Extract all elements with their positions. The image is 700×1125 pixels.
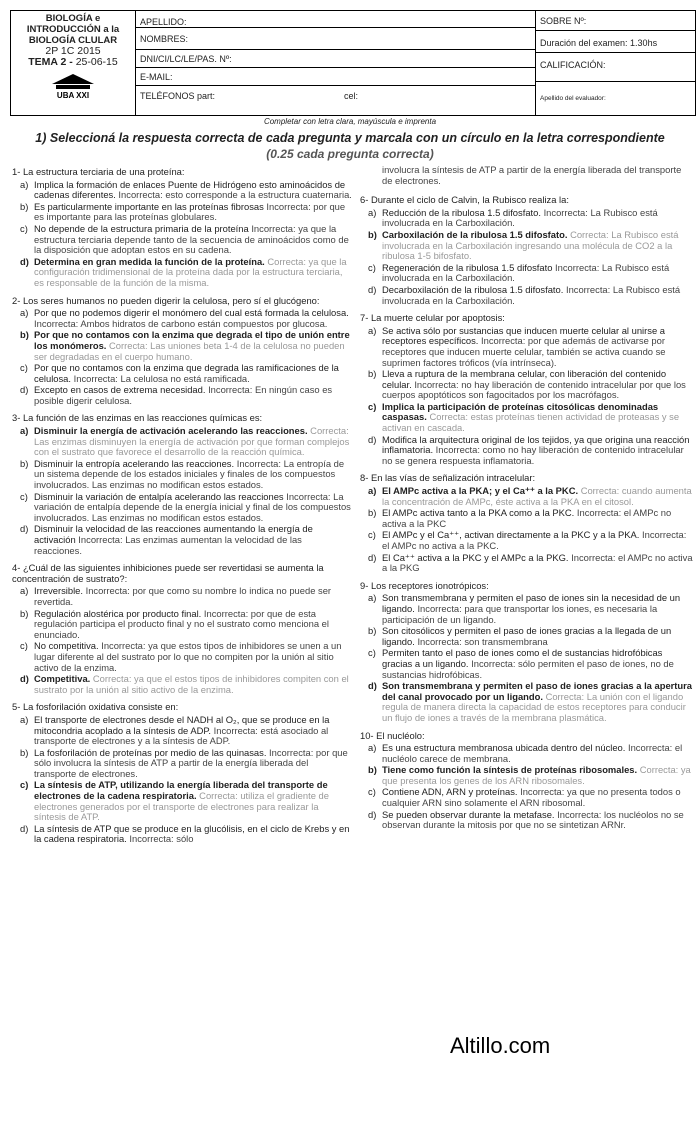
option-explanation: Incorrecta: La entropía de un sistema depende de los estados iniciales y finales de los compuestos involucrados. Las enzimas no modifican estos estados. bbox=[34, 457, 345, 491]
question-text: 10- El nucléolo: bbox=[360, 729, 425, 741]
question-text: 3- La función de las enzimas en las reacciones químicas es: bbox=[12, 412, 263, 424]
question bbox=[360, 731, 694, 831]
answer-option[interactable] bbox=[12, 330, 352, 362]
option-text: Implica la formación de enlaces Puente de Hidrógeno esto aminoácidos de cadenas diferentes. bbox=[34, 178, 346, 201]
option-text: Disminuir la energía de activación acelerando las reacciones. bbox=[34, 425, 308, 437]
option-text: Determina en gran medida la función de la proteína. bbox=[34, 255, 265, 267]
nombres-field[interactable]: NOMBRES: bbox=[136, 28, 535, 50]
option-letter[interactable]: b) bbox=[20, 329, 29, 341]
answer-option[interactable] bbox=[12, 202, 352, 223]
option-text: Disminuir la variación de entalpía acelerando las reacciones bbox=[34, 490, 284, 502]
option-letter[interactable]: a) bbox=[20, 307, 29, 319]
question-text: 1- La estructura terciaria de una proteína: bbox=[12, 166, 185, 177]
question bbox=[360, 313, 694, 466]
option-text: No depende de la estructura primaria de la proteína bbox=[34, 222, 249, 234]
exam-code: 2P 1C 2015 bbox=[45, 45, 101, 57]
option-text: Tiene como función la síntesis de proteínas ribosomales. bbox=[382, 764, 638, 776]
option-explanation: Incorrecta: el nucléolo carece de membrana. bbox=[382, 742, 683, 764]
option-explanation: Correcta: estas proteínas tienen actividad de proteasas y se activan en cascada. bbox=[382, 411, 680, 434]
question bbox=[12, 296, 352, 407]
answer-option[interactable] bbox=[360, 743, 694, 764]
section-title: 1) Seleccioná la respuesta correcta de cada pregunta y marcala con un círculo en la letra correspondiente bbox=[35, 131, 665, 145]
option-explanation: Correcta: cuando aumenta la concentración de AMPc, éste activa a la PKA en el citosol. bbox=[382, 485, 692, 507]
option-letter[interactable]: b) bbox=[368, 764, 377, 776]
course-line2: INTRODUCCIÓN a la bbox=[26, 24, 120, 35]
answer-option[interactable] bbox=[360, 626, 694, 647]
option-text: La síntesis de ATP, utilizando la energía liberada del transporte de electrones de la cadena respiratoria. bbox=[34, 779, 328, 802]
question-text: 5- La fosforilación oxidativa consiste en: bbox=[12, 701, 179, 713]
option-text: Por que no contamos con la enzima que degrada el tipo de unión entre los monómeros. bbox=[34, 329, 350, 351]
option-explanation: Incorrecta: para que transportar los iones, es necesaria la participación de un ligando. bbox=[382, 602, 658, 625]
option-letter[interactable]: d) bbox=[368, 283, 377, 295]
option-explanation: Correcta: Las uniones beta 1-4 de la celulosa no pueden ser degradadas en el cuerpo humano. bbox=[34, 339, 345, 362]
option-explanation: Incorrecta: el AMPc no activa a la PKG bbox=[382, 551, 693, 574]
option-explanation: Incorrecta: son transmembrana bbox=[414, 635, 548, 647]
tema-date: 25-06-15 bbox=[75, 56, 118, 68]
option-explanation: Incorrecta: por que es importante para las proteínas globulares. bbox=[34, 200, 346, 223]
answer-option[interactable] bbox=[12, 180, 352, 201]
option-text: No competitiva. bbox=[34, 640, 99, 652]
option-explanation: Incorrecta: el AMPc no activa a la PKC bbox=[382, 507, 672, 529]
option-letter[interactable]: c) bbox=[20, 640, 28, 652]
answer-option[interactable] bbox=[360, 326, 694, 368]
option-text: El AMPc activa a la PKA; y el Ca⁺⁺ a la PKC. bbox=[382, 485, 579, 497]
right-questions bbox=[360, 195, 694, 831]
email-field[interactable]: E-MAIL: bbox=[136, 68, 535, 86]
instructions-note: Completar con letra clara, mayúscula e imprenta bbox=[263, 117, 437, 126]
sobre-field: SOBRE Nº: bbox=[536, 11, 695, 31]
answer-option[interactable] bbox=[12, 257, 352, 289]
option-text: Excepto en casos de extrema necesidad. bbox=[34, 384, 206, 396]
option-letter[interactable]: b) bbox=[20, 200, 29, 212]
option-letter[interactable]: d) bbox=[20, 384, 29, 396]
option-letter[interactable]: d) bbox=[368, 433, 377, 445]
option-letter[interactable]: a) bbox=[368, 592, 377, 604]
option-letter[interactable]: c) bbox=[368, 786, 376, 798]
answer-option[interactable] bbox=[12, 426, 352, 458]
calificacion-field: CALIFICACIÓN: bbox=[536, 53, 695, 82]
answer-option[interactable] bbox=[12, 224, 352, 256]
uba-logo-text: UBA XXI bbox=[56, 91, 90, 100]
option-letter[interactable]: a) bbox=[368, 324, 377, 336]
question bbox=[12, 413, 352, 556]
option-text: Reducción de la ribulosa 1.5 difosfato. bbox=[382, 206, 541, 218]
answer-option[interactable] bbox=[360, 402, 694, 434]
option-explanation: Incorrecta: La variación de entalpía depende de la energía inicial y final de los compuestos involucrados. Las enzimas no modifican estos estados. bbox=[34, 490, 351, 523]
question-text: 9- Los receptores ionotrópicos: bbox=[360, 579, 489, 591]
option-text: Decarboxilación de la ribulosa 1.5 difosfato. bbox=[382, 283, 564, 295]
question bbox=[360, 195, 694, 306]
answer-option[interactable] bbox=[360, 648, 694, 680]
option-explanation: Correcta: Las enzimas disminuyen la energía de activación por que forman complejos con el sustrato que favorece el desarrollo de la reacción química. bbox=[34, 425, 350, 458]
course-box bbox=[11, 11, 136, 115]
option-text: Regulación alostérica por producto final. bbox=[34, 607, 202, 619]
option-explanation: Correcta: ya que presenta los genes de los ARN ribosomales. bbox=[382, 764, 691, 786]
altillo-watermark: Altillo.com bbox=[450, 1033, 551, 1058]
question bbox=[12, 563, 352, 695]
option-letter[interactable]: c) bbox=[368, 647, 376, 659]
option-text: Se pueden observar durante la metafase. bbox=[382, 808, 555, 820]
question-text: 8- En las vías de señalización intracelular: bbox=[360, 472, 536, 484]
option-text: Competitiva. bbox=[34, 673, 91, 685]
option-letter[interactable]: b) bbox=[368, 368, 377, 380]
option-explanation: Incorrecta: por que como su nombre lo indica no puede ser revertida. bbox=[34, 585, 332, 607]
option-letter[interactable]: a) bbox=[20, 585, 29, 597]
option-text: El transporte de electrones desde el NADH al O₂, que se produce en la mitocondria acoplado a la síntesis de ADP. bbox=[34, 713, 330, 736]
option-explanation: Incorrecta: no hay liberación de contenido intracelular por que los cuerpos apoptóticos son fagocitados por los macrófagos. bbox=[382, 378, 686, 401]
answer-option[interactable] bbox=[360, 810, 694, 831]
continuation-text: involucra la síntesis de ATP a partir de la energía liberada del transporte de electrones. bbox=[382, 164, 682, 186]
question bbox=[360, 473, 694, 573]
question bbox=[360, 581, 694, 724]
option-letter[interactable]: d) bbox=[20, 523, 29, 535]
option-letter[interactable]: a) bbox=[368, 206, 377, 218]
option-explanation: Incorrecta: En ningún caso es posible digerir celulosa. bbox=[34, 384, 333, 406]
option-explanation: Incorrecta: sólo bbox=[126, 833, 194, 845]
answer-option[interactable] bbox=[12, 363, 352, 384]
option-explanation: Correcta: ya que el estos tipos de inhibidores compiten con el sustrato por la unión al sitio activo de la enzima. bbox=[34, 673, 349, 695]
option-explanation: Correcta: La unión con el ligando regula de manera directa la capacidad de estos receptores para conducir un flujo de iones a través de la membrana plasmática. bbox=[382, 690, 686, 723]
option-letter[interactable]: c) bbox=[20, 490, 28, 502]
uba-logo bbox=[48, 72, 98, 100]
option-letter[interactable]: a) bbox=[368, 485, 377, 497]
option-text: Disminuir la entropía acelerando las reacciones. bbox=[34, 457, 235, 469]
option-text: Por que no contamos con la enzima que degrada las ramificaciones de la celulosa. bbox=[34, 362, 339, 384]
option-explanation: Incorrecta: está asociado al transporte de electrones y a la síntesis de ADP. bbox=[34, 724, 329, 747]
option-text: Se activa sólo por sustancias que inducen muerte celular al unirse a receptores específicos. bbox=[382, 324, 665, 347]
answer-option[interactable] bbox=[360, 593, 694, 625]
option-explanation: Incorrecta: La Rubisco está involucrada en la Carboxilación. bbox=[382, 283, 681, 306]
exam-info bbox=[536, 11, 695, 115]
option-text: Carboxilación de la ribulosa 1.5 difosfato. bbox=[382, 228, 568, 240]
option-explanation: Incorrecta: ya que estos tipos de inhibidores se unen a un lugar diferente al del sustrato por lo que no compiten por la unión al sitio activo de la enzima. bbox=[34, 640, 342, 673]
option-explanation: Incorrecta: sólo permiten el paso de iones, no de sustancias hidrofóbicas. bbox=[382, 657, 674, 680]
answer-option[interactable] bbox=[360, 787, 694, 808]
answer-option[interactable] bbox=[12, 824, 352, 845]
option-text: Implica la participación de proteínas citosólicas denominadas caspasas. bbox=[382, 400, 659, 423]
option-text: Irreversible. bbox=[34, 585, 83, 597]
answer-option[interactable] bbox=[360, 369, 694, 401]
answer-option[interactable] bbox=[360, 553, 694, 574]
option-text: El AMPc activa tanto a la PKA como a la PKC. bbox=[382, 507, 575, 519]
option-letter[interactable]: b) bbox=[368, 625, 377, 637]
answer-option[interactable] bbox=[360, 765, 694, 786]
answer-option[interactable] bbox=[360, 263, 694, 284]
option-text: Es una estructura membranosa ubicada dentro del núcleo. bbox=[382, 742, 626, 754]
answer-option[interactable] bbox=[12, 385, 352, 406]
option-text: Es particularmente importante en las proteínas fibrosas bbox=[34, 200, 264, 212]
answer-option[interactable] bbox=[360, 530, 694, 551]
left-column bbox=[12, 167, 352, 852]
option-letter[interactable]: d) bbox=[20, 822, 29, 834]
option-text: El AMPc y el Ca⁺⁺, activan directamente a la PKC y a la PKA. bbox=[382, 529, 640, 541]
option-letter[interactable]: b) bbox=[368, 507, 377, 519]
telefonos-label: TELÉFONOS part: bbox=[140, 91, 216, 101]
option-text: Son transmembrana y permiten el paso de iones sin la necesidad de un ligando. bbox=[382, 592, 681, 614]
option-text: La fosforilación de proteínas por medio de las quinasas. bbox=[34, 746, 267, 758]
question-text: 4- ¿Cuál de las siguientes inhibiciones puede ser revertidasi se aumenta la concentración de sustrato?: bbox=[12, 562, 324, 584]
evaluador-field: Apellido del evaluador: bbox=[540, 95, 606, 102]
student-fields bbox=[136, 11, 536, 115]
option-letter[interactable]: d) bbox=[368, 808, 377, 820]
option-explanation: Correcta: utiliza el gradiente de electrones generados por el transporte de electrones para realizar la síntesis de ATP. bbox=[34, 790, 329, 823]
option-letter[interactable]: c) bbox=[20, 222, 28, 234]
option-explanation: Incorrecta: ya que no presenta todos o cualquier ARN sino solamente el ARN ribosomal. bbox=[382, 786, 681, 809]
exam-header bbox=[10, 10, 696, 116]
option-explanation: Incorrecta: ya que la estructura terciaria depende tanto de la secuencia de aminoácidos como de la disposición que adoptan estos en su cadena. bbox=[34, 222, 349, 256]
answer-option[interactable] bbox=[360, 508, 694, 529]
answer-option[interactable] bbox=[12, 780, 352, 822]
option-explanation: Incorrecta: por que de esta regulación participa el producto final y no el sustrato como menciona el enunciado. bbox=[34, 607, 329, 640]
right-column bbox=[360, 165, 694, 838]
course-line1: BIOLOGÍA e bbox=[45, 13, 101, 24]
option-letter[interactable]: c) bbox=[368, 529, 376, 541]
section-subtitle: (0.25 cada pregunta correcta) bbox=[266, 147, 434, 161]
option-letter[interactable]: d) bbox=[20, 673, 29, 685]
answer-option[interactable] bbox=[12, 492, 352, 524]
option-explanation: Incorrecta: La celulosa no está ramificada. bbox=[71, 372, 250, 384]
question bbox=[12, 167, 352, 289]
answer-option[interactable] bbox=[12, 308, 352, 329]
cel-label: cel: bbox=[344, 91, 359, 101]
option-letter[interactable]: c) bbox=[20, 779, 29, 791]
option-letter[interactable]: c) bbox=[20, 362, 28, 374]
option-letter[interactable]: b) bbox=[20, 607, 29, 619]
question-text: 2- Los seres humanos no pueden digerir la celulosa, pero sí el glucógeno: bbox=[12, 294, 320, 306]
option-text: Por que no podemos digerir el monómero del cual está formada la celulosa. bbox=[34, 307, 349, 319]
option-explanation: Incorrecta: esto corresponde a la estructura cuaternaria. bbox=[115, 189, 352, 201]
option-explanation: Incorrecta: el AMPc no activa a la PKC. bbox=[382, 529, 687, 551]
answer-option[interactable] bbox=[360, 681, 694, 723]
apellido-field[interactable]: APELLIDO: bbox=[136, 11, 535, 28]
option-letter[interactable]: a) bbox=[20, 178, 29, 190]
option-explanation: Incorrecta: por que sólo involucra la síntesis de ATP a partir de la energía liberada del transporte de electrones. bbox=[34, 746, 348, 779]
question bbox=[12, 702, 352, 845]
dni-field[interactable]: DNI/CI/LC/LE/PAS. Nº: bbox=[136, 50, 535, 68]
telefonos-field[interactable] bbox=[136, 86, 535, 107]
duracion-label: Duración del examen: 1.30hs bbox=[536, 31, 695, 53]
answer-option[interactable] bbox=[360, 486, 694, 507]
option-letter[interactable]: c) bbox=[368, 261, 376, 273]
answer-option[interactable] bbox=[12, 586, 352, 607]
tema-label: TEMA 2 - bbox=[28, 56, 73, 68]
option-letter[interactable]: a) bbox=[20, 425, 29, 437]
answer-option[interactable] bbox=[12, 748, 352, 780]
option-text: Son transmembrana y permiten el paso de iones gracias a la apertura del canal provocado por un ligando. bbox=[382, 680, 693, 702]
option-letter[interactable]: c) bbox=[368, 400, 377, 412]
option-text: Regeneración de la ribulosa 1.5 difosfato bbox=[382, 261, 553, 273]
option-text: Disminuir la velocidad de las reacciones aumentando la energía de activación bbox=[34, 523, 313, 545]
option-text: Permiten tanto el paso de iones como el de sustancias hidrofóbicas gracias a un ligando. bbox=[382, 647, 663, 669]
option-explanation: Incorrecta: Ambos hidratos de carbono están compuestos por glucosa. bbox=[34, 317, 328, 329]
option-explanation: Incorrecta: como no hay liberación de contenido intracelular no se genera respuesta inflamatoria. bbox=[382, 444, 684, 466]
option-explanation: Correcta: ya que la configuración tridimensional de la proteína dada por la estructura terciaria, es responsable de la función de la misma. bbox=[34, 255, 347, 288]
option-letter[interactable]: d) bbox=[20, 255, 29, 267]
option-explanation: Incorrecta: por que además de activarse por receptores que inducen muerte celular, también se activa cuando se suprimen factores tróficos (vía intrínseca). bbox=[382, 335, 666, 368]
option-text: Contiene ADN, ARN y proteínas. bbox=[382, 786, 518, 798]
option-letter[interactable]: a) bbox=[368, 742, 377, 754]
answer-option[interactable] bbox=[360, 285, 694, 306]
answer-option[interactable] bbox=[12, 715, 352, 747]
course-line3: BIOLOGÍA CLULAR bbox=[28, 35, 118, 46]
answer-option[interactable] bbox=[12, 674, 352, 695]
answer-option[interactable] bbox=[360, 208, 694, 229]
option-letter[interactable]: b) bbox=[368, 228, 377, 240]
option-text: El Ca⁺⁺ activa a la PKC y el AMPc a la PKG. bbox=[382, 551, 569, 563]
option-explanation: Incorrecta: los nucléolos no se observan durante la mitosis por que no se sintetizan ARNr. bbox=[382, 808, 684, 831]
option-text: La síntesis de ATP que se produce en la glucólisis, en el ciclo de Krebs y en la cadena respiratoria. bbox=[34, 822, 350, 845]
answer-option[interactable] bbox=[12, 524, 352, 556]
option-letter[interactable]: b) bbox=[20, 746, 29, 758]
answer-option[interactable] bbox=[12, 641, 352, 673]
option-letter[interactable]: a) bbox=[20, 713, 29, 725]
question-text: 7- La muerte celular por apoptosis: bbox=[360, 312, 505, 324]
option-text: Modifica la arquitectura original de los tejidos, ya que origina una reacción inflamatoria. bbox=[382, 433, 690, 456]
option-text: Lleva a ruptura de la membrana celular, con liberación del contenido celular. bbox=[382, 368, 667, 390]
answer-option[interactable] bbox=[360, 230, 694, 262]
option-explanation: Correcta: La Rubisco está involucrada en la Carboxilación ingresando una molécula de CO2 a la ribulosa 1-5 bifosfato. bbox=[382, 228, 679, 262]
answer-option[interactable] bbox=[12, 609, 352, 641]
question-text: 6- Durante el ciclo de Calvin, la Rubisco realiza la: bbox=[360, 194, 569, 206]
option-explanation: Incorrecta: La Rubisco está involucrada en la Carboxilación. bbox=[382, 261, 670, 284]
uba-logo-icon bbox=[48, 72, 98, 100]
option-explanation: Incorrecta: La Rubisco está involucrada en la Carboxilación. bbox=[382, 206, 658, 229]
option-letter[interactable]: d) bbox=[368, 680, 377, 692]
option-text: Son citosólicos y permiten el paso de iones gracias a la llegada de un ligando. bbox=[382, 625, 672, 647]
answer-option[interactable] bbox=[360, 435, 694, 467]
answer-option[interactable] bbox=[12, 459, 352, 491]
option-letter[interactable]: d) bbox=[368, 551, 377, 563]
option-letter[interactable]: b) bbox=[20, 457, 29, 469]
option-explanation: Incorrecta: Las enzimas aumentan la velocidad de las reacciones. bbox=[34, 534, 302, 556]
